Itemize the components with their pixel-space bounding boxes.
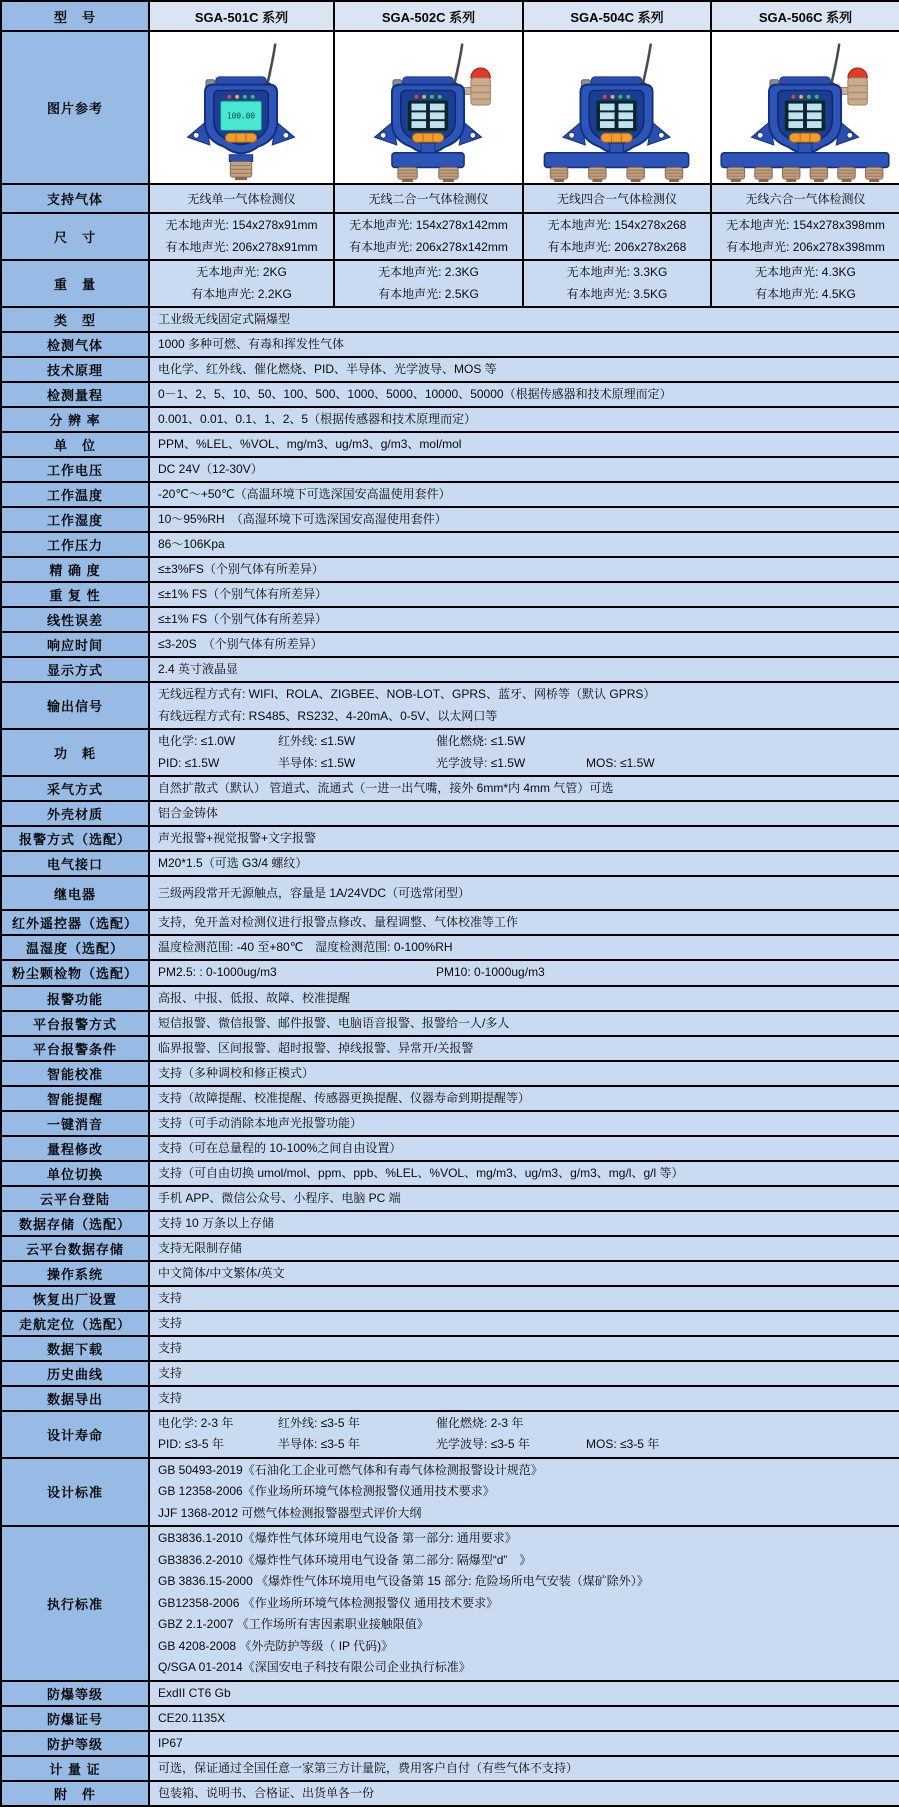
spec-row-15	[1, 607, 899, 632]
row-value: 支持	[149, 1311, 899, 1336]
status-led	[227, 95, 231, 99]
value-segment: MOS: ≤3-5 年	[586, 1437, 660, 1451]
product-image-SGA-502C	[335, 32, 522, 183]
row-label: 类 型	[1, 307, 149, 332]
spec-row-39	[1, 1261, 899, 1286]
row-value: 无本地声光: 3.3KG 有本地声光: 3.5KG	[523, 260, 711, 307]
row-value: 1000 多种可燃、有毒和挥发性气体	[149, 332, 899, 357]
row-value: 电化学、红外线、催化燃烧、PID、半导体、光学波导、MOS 等	[149, 357, 899, 382]
row-value: 工业级无线固定式隔爆型	[149, 307, 899, 332]
row-value: 0.001、0.01、0.1、1、2、5（根据传感器和技术原理而定）	[149, 407, 899, 432]
svg-text:100.00: 100.00	[226, 111, 256, 121]
status-led	[626, 95, 630, 99]
spec-row-47	[1, 1526, 899, 1681]
spec-row-32	[1, 1086, 899, 1111]
row-label: 工作温度	[1, 482, 149, 507]
row-label: 历史曲线	[1, 1361, 149, 1386]
row-value: ≤±1% FS（个别气体有所差异）	[149, 582, 899, 607]
value-segment: PM10: 0-1000ug/m3	[436, 965, 545, 979]
row-value: 支持（多种调校和修正模式）	[149, 1061, 899, 1086]
spec-row-45	[1, 1411, 899, 1458]
row-value: M20*1.5（可选 G3/4 螺纹）	[149, 851, 899, 876]
row-value: 无本地声光: 154x278x268 有本地声光: 206x278x268	[523, 213, 711, 260]
row-value: 支持	[149, 1336, 899, 1361]
row-label: 量程修改	[1, 1136, 149, 1161]
row-label: 粉尘颗检物（选配）	[1, 960, 149, 986]
status-led	[430, 95, 434, 99]
row-label: 工作压力	[1, 532, 149, 557]
spec-row-27	[1, 960, 899, 986]
row-value: 无本地声光: 154x278x398mm 有本地声光: 206x278x398mm	[711, 213, 899, 260]
spec-row-30	[1, 1036, 899, 1061]
spec-row-31	[1, 1061, 899, 1086]
row-value: 临界报警、区间报警、超时报警、掉线报警、异常开/关报警	[149, 1036, 899, 1061]
row-value: 自然扩散式（默认） 管道式、流通式（一进一出气嘴，接外 6mm*内 4mm 气管）可选	[149, 776, 899, 801]
status-led	[807, 95, 811, 99]
row-label: 功 耗	[1, 729, 149, 776]
row-value: 高报、中报、低报、故障、校准提醒	[149, 986, 899, 1011]
row-value: -20℃～+50℃（高温环境下可选深国安高温使用套件）	[149, 482, 899, 507]
spec-row-42	[1, 1336, 899, 1361]
row-label: 支持气体	[1, 184, 149, 213]
spec-row-41	[1, 1311, 899, 1336]
row-value: 0－1、2、5、10、50、100、500、1000、5000、10000、50000（根据传感器和技术原理而定）	[149, 382, 899, 407]
spec-row-25	[1, 910, 899, 935]
row-label: 采气方式	[1, 776, 149, 801]
spec-row-26	[1, 935, 899, 960]
row-value: 支持（可自由切换 umol/mol、ppm、ppb、%LEL、%VOL、mg/m3、ug/m3、g/m3、mg/l、g/l 等）	[149, 1161, 899, 1186]
value-segment: 红外线: ≤1.5W	[278, 734, 356, 748]
row-label: 平台报警方式	[1, 1011, 149, 1036]
product-image-cell	[711, 31, 899, 184]
row-label: 计 量 证	[1, 1756, 149, 1781]
row-value	[149, 729, 899, 776]
row-value: 支持，免开盖对检测仪进行报警点修改、量程调整、气体校准等工作	[149, 910, 899, 935]
value-segment: MOS: ≤1.5W	[586, 755, 655, 770]
row-value: 温度检测范围: -40 至+80℃ 湿度检测范围: 0-100%RH	[149, 935, 899, 960]
spec-row-21	[1, 801, 899, 826]
status-led	[799, 95, 803, 99]
row-value: 无线二合一气体检测仪	[334, 184, 523, 213]
status-led	[414, 95, 418, 99]
row-label: 图片参考	[1, 31, 149, 184]
status-led	[235, 95, 239, 99]
spec-row-22	[1, 826, 899, 851]
row-label: 输出信号	[1, 682, 149, 729]
row-label: 技术原理	[1, 357, 149, 382]
row-value: 10～95%RH （高湿环境下可选深国安高湿使用套件）	[149, 507, 899, 532]
model-header-0: SGA-501C 系列	[149, 1, 334, 31]
spec-row-3	[1, 307, 899, 332]
row-value: 铝合金铸体	[149, 801, 899, 826]
spec-row-43	[1, 1361, 899, 1386]
spec-row-33	[1, 1111, 899, 1136]
row-value: CE20.1135X	[149, 1706, 899, 1731]
spec-row-40	[1, 1286, 899, 1311]
row-label: 重 复 性	[1, 582, 149, 607]
alarm-beacon	[471, 68, 490, 78]
spec-row-51	[1, 1756, 899, 1781]
value-segment: 红外线: ≤3-5 年	[278, 1415, 360, 1430]
row-value: 无本地声光: 4.3KG 有本地声光: 4.5KG	[711, 260, 899, 307]
value-segment: 催化燃烧: ≤1.5W	[436, 734, 526, 748]
product-image-SGA-504C	[524, 32, 710, 183]
row-value: 支持无限制存储	[149, 1236, 899, 1261]
row-label: 数据导出	[1, 1386, 149, 1411]
value-segment: 半导体: ≤3-5 年	[278, 1437, 360, 1451]
row-label: 数据存储（选配）	[1, 1211, 149, 1236]
spec-row-18	[1, 682, 899, 729]
spec-row-2	[1, 260, 899, 307]
row-label: 智能提醒	[1, 1086, 149, 1111]
spec-row-17	[1, 657, 899, 682]
row-label-model: 型 号	[1, 1, 149, 31]
row-value: IP67	[149, 1731, 899, 1756]
spec-row-35	[1, 1161, 899, 1186]
row-value: DC 24V（12-30V）	[149, 457, 899, 482]
product-image-SGA-506C	[712, 32, 899, 183]
status-led	[243, 95, 247, 99]
status-led	[611, 95, 615, 99]
spec-row-4	[1, 332, 899, 357]
keypad-buttons	[412, 133, 443, 142]
row-label: 检测气体	[1, 332, 149, 357]
spec-row-12	[1, 532, 899, 557]
value-segment: 电化学: ≤1.0W	[158, 734, 236, 748]
model-header-2: SGA-504C 系列	[523, 1, 711, 31]
row-value: 无线四合一气体检测仪	[523, 184, 711, 213]
value-segment: PID: ≤3-5 年	[158, 1437, 224, 1451]
product-image-cell	[149, 31, 334, 184]
status-led	[791, 95, 795, 99]
image-reference-row	[1, 31, 899, 184]
row-value: PPM、%LEL、%VOL、mg/m3、ug/m3、g/m3、mol/mol	[149, 432, 899, 457]
product-image-cell	[334, 31, 523, 184]
row-label: 走航定位（选配）	[1, 1311, 149, 1336]
keypad-buttons	[225, 133, 256, 142]
value-segment: 光学波导: ≤3-5 年	[436, 1437, 530, 1451]
row-label: 红外遥控器（选配）	[1, 910, 149, 935]
spec-row-6	[1, 382, 899, 407]
row-value: GB 50493-2019《石油化工企业可燃气体和有毒气体检测报警设计规范》 GB 12358-2006《作业场所环境气体检测报警仪通用技术要求》 JJF 1368-2012 可燃气体检测报警器型式评价大纲	[149, 1458, 899, 1527]
status-led	[815, 95, 819, 99]
status-led	[438, 95, 442, 99]
spec-row-46	[1, 1458, 899, 1527]
spec-row-13	[1, 557, 899, 582]
row-label: 防爆等级	[1, 1681, 149, 1706]
row-label: 防爆证号	[1, 1706, 149, 1731]
spec-row-49	[1, 1706, 899, 1731]
row-label: 线性误差	[1, 607, 149, 632]
row-value: 包装箱、说明书、合格证、出货单各一份	[149, 1781, 899, 1806]
row-label: 工作湿度	[1, 507, 149, 532]
row-label: 分 辨 率	[1, 407, 149, 432]
row-value: 可选，保证通过全国任意一家第三方计量院，费用客户自付（有些气体不支持）	[149, 1756, 899, 1781]
model-header-3: SGA-506C 系列	[711, 1, 899, 31]
row-label: 外壳材质	[1, 801, 149, 826]
sensor-manifold	[721, 153, 889, 168]
row-value: 支持（可在总量程的 10-100%之间自由设置）	[149, 1136, 899, 1161]
model-header-1: SGA-502C 系列	[334, 1, 523, 31]
row-label: 尺 寸	[1, 213, 149, 260]
row-label: 数据下载	[1, 1336, 149, 1361]
row-value: 支持	[149, 1361, 899, 1386]
spec-row-37	[1, 1211, 899, 1236]
spec-row-16	[1, 632, 899, 657]
row-value: 无本地声光: 154x278x142mm 有本地声光: 206x278x142mm	[334, 213, 523, 260]
value-segment: 光学波导: ≤1.5W	[436, 755, 526, 770]
spec-row-19	[1, 729, 899, 776]
row-label: 附 件	[1, 1781, 149, 1806]
row-value	[149, 960, 899, 986]
row-value: 声光报警+视觉报警+文字报警	[149, 826, 899, 851]
spec-row-34	[1, 1136, 899, 1161]
row-value: 无线六合一气体检测仪	[711, 184, 899, 213]
spec-row-7	[1, 407, 899, 432]
spec-row-1	[1, 213, 899, 260]
row-label: 一键消音	[1, 1111, 149, 1136]
row-label: 单位切换	[1, 1161, 149, 1186]
spec-row-9	[1, 457, 899, 482]
spec-row-5	[1, 357, 899, 382]
row-label: 精 确 度	[1, 557, 149, 582]
row-value: 支持	[149, 1386, 899, 1411]
row-value	[149, 1411, 899, 1458]
spec-row-24	[1, 876, 899, 910]
keypad-buttons	[601, 133, 632, 142]
row-label: 显示方式	[1, 657, 149, 682]
model-header-row	[1, 1, 899, 31]
value-segment: PM2.5: : 0-1000ug/m3	[158, 965, 277, 979]
spec-row-36	[1, 1186, 899, 1211]
row-value: 86～106Kpa	[149, 532, 899, 557]
value-segment: 半导体: ≤1.5W	[278, 755, 356, 770]
status-led	[618, 95, 622, 99]
row-label: 防护等级	[1, 1731, 149, 1756]
row-label: 响应时间	[1, 632, 149, 657]
row-label: 平台报警条件	[1, 1036, 149, 1061]
value-segment: 催化燃烧: 2-3 年	[436, 1415, 524, 1430]
row-value: GB3836.1-2010《爆炸性气体环境用电气设备 第一部分: 通用要求》 GB3836.2-2010《爆炸性气体环境用电气设备 第二部分: 隔爆型“d” 》 GB 3836.15-2000 《爆炸性气体环境用电气设备第 15 部分: 危险场所电气安装（煤矿除外）》 GB12358-2006 《作业场所环境气体检测报警仪 通用技术要求》 GBZ 2.1-2007 《工作场所有害因素职业接触限值》 GB 4208-2008 《外壳防护等级（ IP 代码)》 Q/SGA 01-2014《深国安电子科技有限公司企业执行标准》	[149, 1526, 899, 1681]
spec-row-48	[1, 1681, 899, 1706]
row-value: 三级两段常开无源触点，容量是 1A/24VDC（可选常闭型）	[149, 876, 899, 910]
row-label: 重 量	[1, 260, 149, 307]
row-label: 继电器	[1, 876, 149, 910]
row-value: 手机 APP、微信公众号、小程序、电脑 PC 端	[149, 1186, 899, 1211]
spec-row-14	[1, 582, 899, 607]
spec-row-11	[1, 507, 899, 532]
row-label: 设计寿命	[1, 1411, 149, 1458]
row-label: 温湿度（选配）	[1, 935, 149, 960]
alarm-beacon	[848, 68, 867, 78]
antenna	[266, 45, 275, 89]
spec-row-10	[1, 482, 899, 507]
spec-row-44	[1, 1386, 899, 1411]
row-value: ≤3-20S （个别气体有所差异）	[149, 632, 899, 657]
row-value: 支持	[149, 1286, 899, 1311]
spec-row-28	[1, 986, 899, 1011]
row-value: ≤±3%FS（个别气体有所差异）	[149, 557, 899, 582]
row-label: 执行标准	[1, 1526, 149, 1681]
row-value: ExdII CT6 Gb	[149, 1681, 899, 1706]
status-led	[603, 95, 607, 99]
row-value: 无线远程方式有: WIFI、ROLA、ZIGBEE、NOB-LOT、GPRS、蓝牙、网桥等（默认 GPRS） 有线远程方式有: RS485、RS232、4-20mA、0-5V、以太网口等	[149, 682, 899, 729]
row-label: 云平台登陆	[1, 1186, 149, 1211]
row-label: 报警功能	[1, 986, 149, 1011]
spec-row-20	[1, 776, 899, 801]
row-value: 支持 10 万条以上存储	[149, 1211, 899, 1236]
spec-row-52	[1, 1781, 899, 1806]
product-image-cell	[523, 31, 711, 184]
spec-row-0	[1, 184, 899, 213]
row-label: 单 位	[1, 432, 149, 457]
row-value: 短信报警、微信报警、邮件报警、电脑语音报警、报警给一人/多人	[149, 1011, 899, 1036]
row-label: 恢复出厂设置	[1, 1286, 149, 1311]
row-value: ≤±1% FS（个别气体有所差异）	[149, 607, 899, 632]
row-value: 无本地声光: 2KG 有本地声光: 2.2KG	[149, 260, 334, 307]
row-label: 工作电压	[1, 457, 149, 482]
row-value: 中文简体/中文繁体/英文	[149, 1261, 899, 1286]
row-label: 设计标准	[1, 1458, 149, 1527]
row-value: 无本地声光: 154x278x91mm 有本地声光: 206x278x91mm	[149, 213, 334, 260]
spec-row-23	[1, 851, 899, 876]
value-segment: 电化学: 2-3 年	[158, 1415, 234, 1430]
keypad-buttons	[789, 133, 820, 142]
spec-row-8	[1, 432, 899, 457]
status-led	[422, 95, 426, 99]
row-value: 支持（可手动消除本地声光报警功能）	[149, 1111, 899, 1136]
row-label: 检测量程	[1, 382, 149, 407]
row-value: 无本地声光: 2.3KG 有本地声光: 2.5KG	[334, 260, 523, 307]
sensor-manifold	[544, 153, 688, 168]
spec-row-38	[1, 1236, 899, 1261]
row-label: 电气接口	[1, 851, 149, 876]
row-value: 无线单一气体检测仪	[149, 184, 334, 213]
row-label: 云平台数据存储	[1, 1236, 149, 1261]
product-image-SGA-501C	[150, 32, 333, 183]
antenna	[642, 45, 651, 89]
row-label: 智能校准	[1, 1061, 149, 1086]
row-label: 报警方式（选配）	[1, 826, 149, 851]
value-segment: PID: ≤1.5W	[158, 755, 220, 770]
row-label: 操作系统	[1, 1261, 149, 1286]
antenna	[830, 45, 839, 89]
status-led	[251, 95, 255, 99]
sensor-manifold	[392, 153, 464, 168]
spec-row-50	[1, 1731, 899, 1756]
antenna	[453, 45, 462, 89]
spec-row-29	[1, 1011, 899, 1036]
row-value: 支持（故障提醒、校准提醒、传感器更换提醒、仪器寿命到期提醒等）	[149, 1086, 899, 1111]
row-value: 2.4 英寸液晶显	[149, 657, 899, 682]
